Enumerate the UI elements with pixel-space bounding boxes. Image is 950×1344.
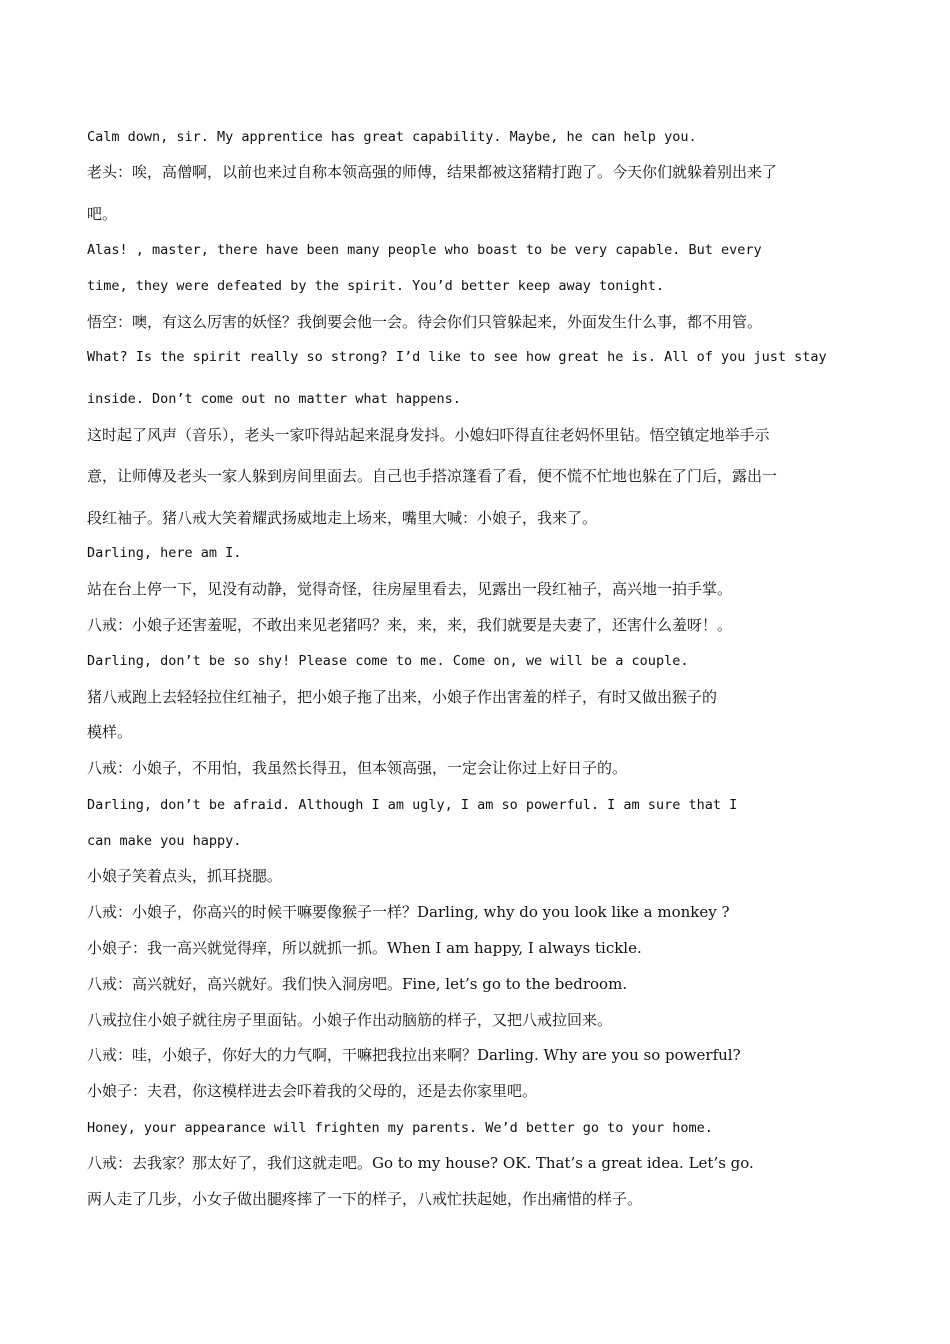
text-line: time, they were defeated by the spirit. You’d better keep away tonight. (87, 278, 665, 294)
text-line: Calm down, sir. My apprentice has great capability. Maybe, he can help you. (87, 129, 697, 145)
text-line: 模样。 (87, 723, 133, 741)
text-line: 意，让师傅及老头一家人躲到房间里面去。自己也手搭凉篷看了看，便不慌不忙地也躲在了门后，露出一 (87, 467, 778, 485)
text-line: 八戒：哇，小娘子，你好大的力气啊，干嘛把我拉出来啊？Darling. Why are you so powerful? (87, 1046, 741, 1064)
text-line: 吧。 (87, 205, 118, 223)
text-line: 小娘子：夫君，你这模样进去会吓着我的父母的，还是去你家里吧。 (87, 1082, 538, 1100)
text-line: Alas! , master, there have been many people who boast to be very capable. But every (87, 242, 762, 258)
text-line: 八戒拉住小娘子就往房子里面钻。小娘子作出动脑筋的样子，又把八戒拉回来。 (87, 1011, 613, 1029)
text-line: Darling, don’t be so shy! Please come to me. Come on, we will be a couple. (87, 653, 689, 669)
text-line: 这时起了风声（音乐），老头一家吓得站起来混身发抖。小媳妇吓得直往老妈怀里钻。悟空镇定地举手示 (87, 426, 770, 444)
text-line: 段红袖子。猪八戒大笑着耀武扬威地走上场来，嘴里大喊：小娘子，我来了。 (87, 509, 598, 527)
text-line: 八戒：小娘子，不用怕，我虽然长得丑，但本领高强，一定会让你过上好日子的。 (87, 759, 628, 777)
text-line: 站在台上停一下，见没有动静，觉得奇怪，往房屋里看去，见露出一段红袖子，高兴地一拍手掌。 (87, 580, 733, 598)
text-line: 小娘子：我一高兴就觉得痒，所以就抓一抓。When I am happy, I always tickle. (87, 939, 642, 957)
text-line: What? Is the spirit really so strong? I’d like to see how great he is. All of you just stay (87, 349, 827, 365)
text-line: 两人走了几步，小女子做出腿疼摔了一下的样子，八戒忙扶起她，作出痛惜的样子。 (87, 1190, 643, 1208)
text-line: 老头：唉，高僧啊，以前也来过自称本领高强的师傅，结果都被这猪精打跑了。今天你们就躲着别出来了 (87, 163, 778, 181)
text-line: Darling, here am I. (87, 545, 242, 561)
text-line: 悟空：噢，有这么厉害的妖怪？我倒要会他一会。待会你们只管躲起来，外面发生什么事，都不用管。 (87, 313, 763, 331)
text-line: 八戒：小娘子还害羞呢，不敢出来见老猪吗？来，来，来，我们就要是夫妻了，还害什么羞呀！。 (87, 616, 733, 634)
text-line: 猪八戒跑上去轻轻拉住红袖子，把小娘子拖了出来，小娘子作出害羞的样子，有时又做出猴子的 (87, 688, 718, 706)
text-line: 八戒：高兴就好，高兴就好。我们快入洞房吧。Fine, let’s go to the bedroom. (87, 975, 628, 993)
text-line: Honey, your appearance will frighten my parents. We’d better go to your home. (87, 1120, 713, 1136)
text-line: can make you happy. (87, 833, 242, 849)
text-line: 八戒：去我家？那太好了，我们这就走吧。Go to my house? OK. That’s a great idea. Let’s go. (87, 1154, 754, 1172)
text-line: 八戒：小娘子，你高兴的时候干嘛要像猴子一样？Darling, why do you look like a monkey ? (87, 903, 730, 921)
text-line: inside. Don’t come out no matter what happens. (87, 391, 461, 407)
text-line: Darling, don’t be afraid. Although I am ugly, I am so powerful. I am sure that I (87, 797, 738, 813)
text-line: 小娘子笑着点头，抓耳挠腮。 (87, 867, 283, 885)
